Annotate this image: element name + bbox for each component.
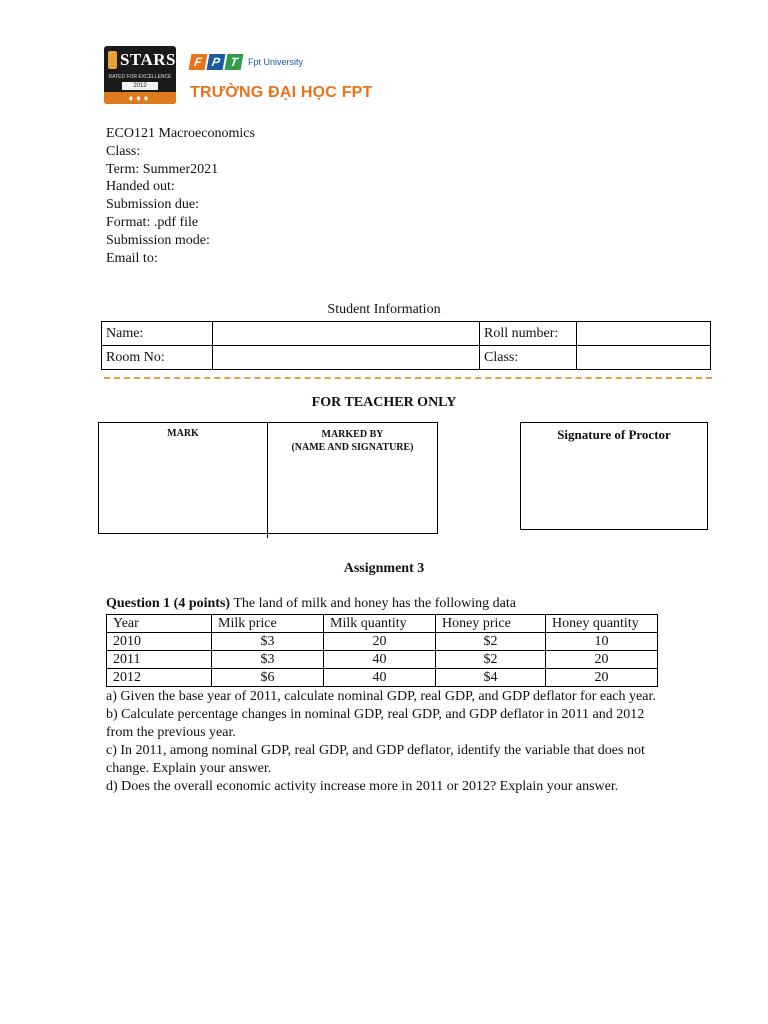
course-info: [106, 125, 255, 267]
marked-by-label: MARKED BY: [321, 429, 384, 440]
term-field: Term: Summer2021: [106, 161, 219, 177]
data-table: [106, 614, 658, 687]
student-info-table: [101, 321, 711, 370]
room-no-value[interactable]: [213, 346, 480, 370]
fpt-letter-p: P: [207, 54, 226, 70]
stars-year-text: 2012: [122, 82, 158, 90]
class-label: Class:: [480, 346, 577, 370]
submission-due-field: Submission due:: [106, 197, 199, 213]
table-row: [107, 669, 658, 687]
table-cell: $4: [436, 669, 546, 687]
fpt-letters: [190, 54, 244, 70]
student-info-title: Student Information: [327, 302, 441, 317]
col-header-milk-price: Milk price: [212, 615, 324, 633]
table-cell: 10: [546, 633, 658, 651]
marked-by-sublabel: (NAME AND SIGNATURE): [291, 442, 414, 453]
table-row: [102, 346, 711, 370]
col-header-honey-price: Honey price: [436, 615, 546, 633]
submission-mode-field: Submission mode:: [106, 232, 210, 248]
name-value[interactable]: [213, 322, 480, 346]
class-value[interactable]: [577, 346, 711, 370]
question-1: [106, 596, 516, 612]
proctor-label: Signature of Proctor: [557, 427, 671, 442]
table-cell: $3: [212, 633, 324, 651]
table-cell: $2: [436, 651, 546, 669]
table-cell: 20: [546, 651, 658, 669]
stars-logo: [104, 46, 176, 104]
table-row: [107, 651, 658, 669]
table-cell: 2012: [107, 669, 212, 687]
divider: [104, 377, 712, 383]
table-cell: 20: [546, 669, 658, 687]
course-title: ECO121 Macroeconomics: [106, 126, 255, 141]
mark-box: [98, 422, 438, 534]
class-field: Class:: [106, 143, 141, 159]
format-field: Format: .pdf file: [106, 214, 199, 230]
roll-number-value[interactable]: [577, 322, 711, 346]
assignment-title: Assignment 3: [343, 561, 425, 576]
fpt-university-logo: [190, 52, 373, 108]
table-cell: 40: [324, 669, 436, 687]
part-d: d) Does the overall economic activity increase more in 2011 or 2012? Explain your answer.: [106, 779, 619, 794]
school-name: TRƯỜNG ĐẠI HỌC FPT: [190, 84, 373, 101]
stars-diamonds-icon: ♦♦♦: [104, 92, 176, 104]
marked-by-cell: [268, 423, 437, 538]
proctor-signature-box: [520, 422, 708, 530]
table-cell: 20: [324, 633, 436, 651]
stars-rated-text: RATED FOR EXCELLENCE: [108, 74, 172, 80]
question-1-text: The land of milk and honey has the following data: [230, 596, 516, 611]
question-1-label: Question 1 (4 points): [106, 596, 231, 611]
table-row: [102, 322, 711, 346]
room-no-label: Room No:: [102, 346, 213, 370]
roll-number-label: Roll number:: [480, 322, 577, 346]
table-cell: 2010: [107, 633, 212, 651]
part-c: c) In 2011, among nominal GDP, real GDP, and GDP deflator, identify the variable that does not change. Explain your answer.: [106, 743, 645, 776]
fpt-university-text: Fpt University: [248, 57, 304, 67]
table-cell: $3: [212, 651, 324, 669]
email-to-field: Email to:: [106, 250, 158, 266]
col-header-honey-quantity: Honey quantity: [546, 615, 658, 633]
table-cell: $6: [212, 669, 324, 687]
table-cell: 40: [324, 651, 436, 669]
table-cell: 2011: [107, 651, 212, 669]
stars-logo-text: STARS: [119, 50, 176, 69]
table-cell: $2: [436, 633, 546, 651]
part-a: a) Given the base year of 2011, calculate nominal GDP, real GDP, and GDP deflator for each year.: [106, 689, 656, 704]
question-parts: [106, 688, 666, 796]
stars-badge-icon: [108, 51, 117, 69]
handed-out-field: Handed out:: [106, 179, 175, 195]
mark-label: MARK: [99, 423, 268, 538]
col-header-year: Year: [107, 615, 212, 633]
name-label: Name:: [102, 322, 213, 346]
col-header-milk-quantity: Milk quantity: [324, 615, 436, 633]
table-header-row: [107, 615, 658, 633]
fpt-letter-f: F: [189, 54, 208, 70]
part-b: b) Calculate percentage changes in nominal GDP, real GDP, and GDP deflator in 2011 and 2012 from the previous year.: [106, 707, 645, 740]
table-row: [107, 633, 658, 651]
teacher-only-title: FOR TEACHER ONLY: [311, 395, 457, 410]
fpt-letter-t: T: [225, 54, 244, 70]
